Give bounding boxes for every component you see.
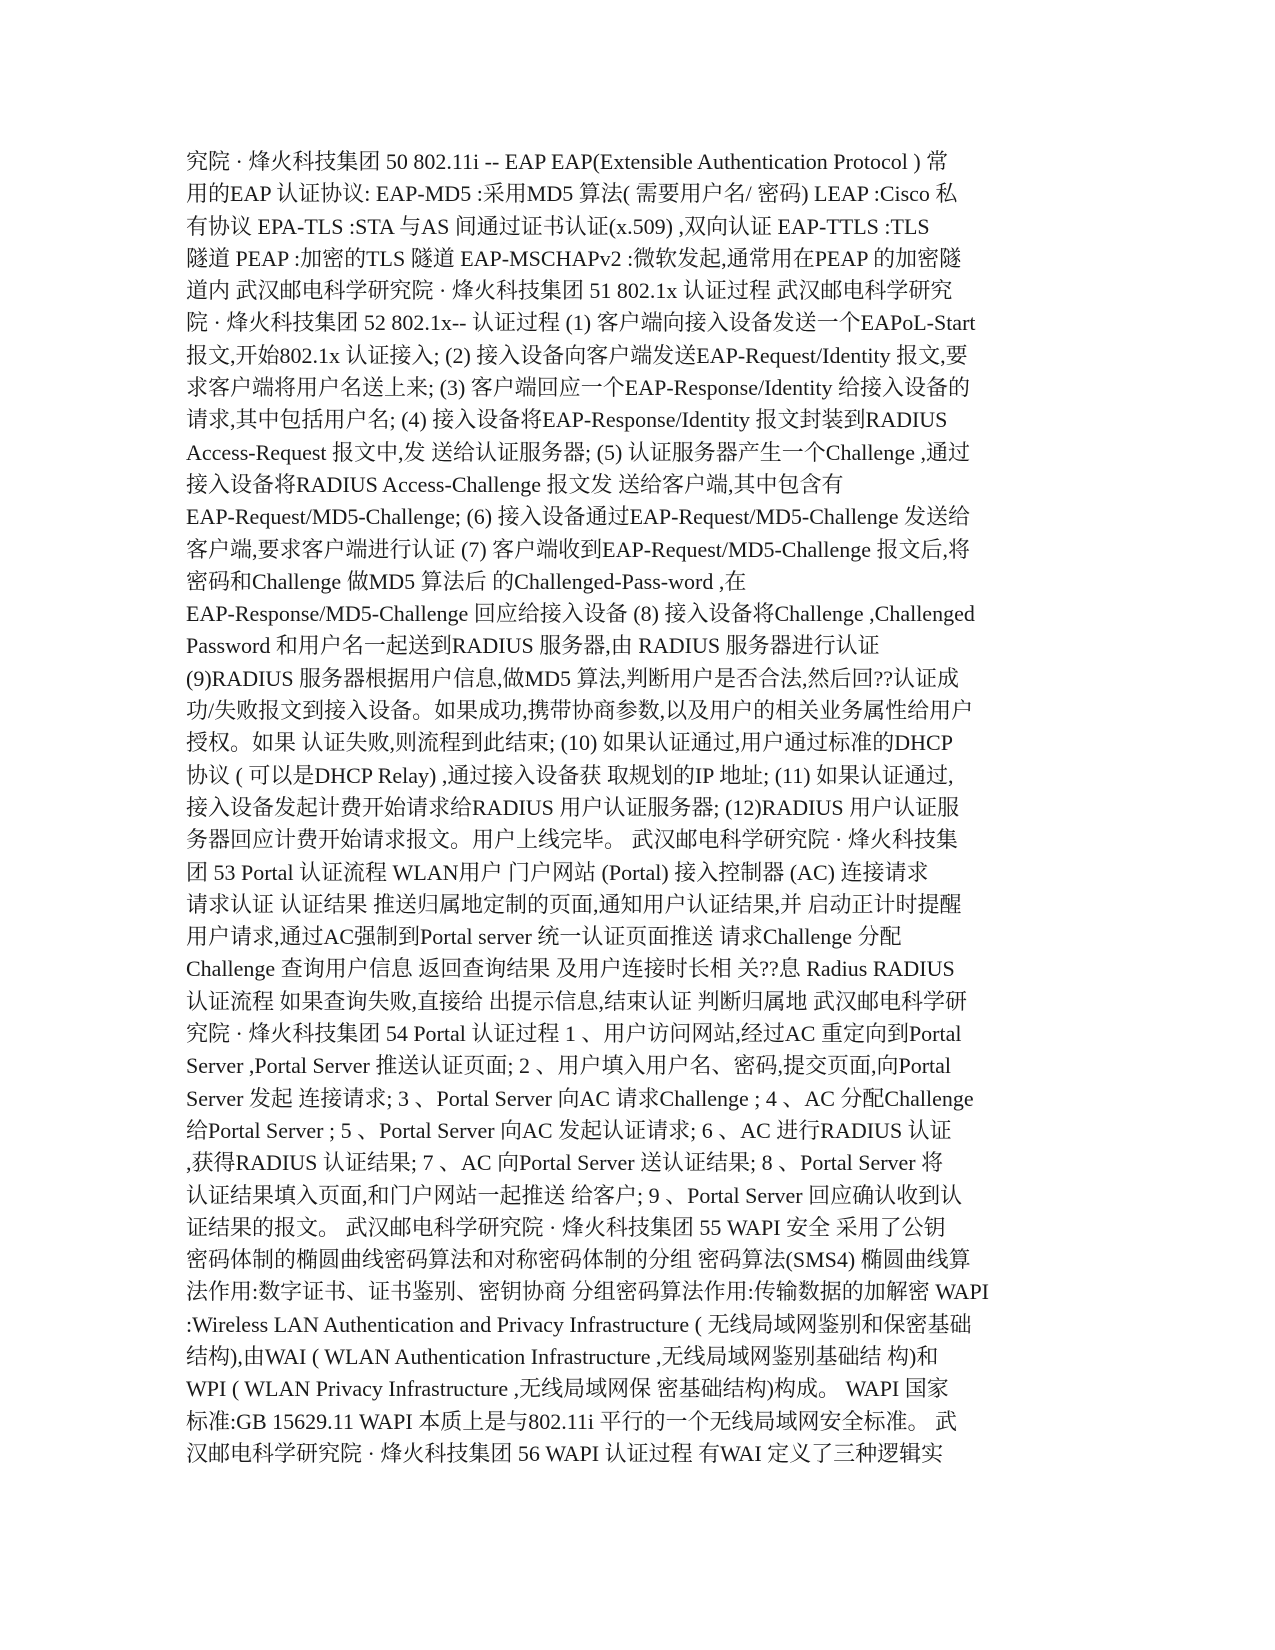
text-line: 道内 武汉邮电科学研究院 · 烽火科技集团 51 802.1x 认证过程 武汉邮电科学研究 [186,278,953,304]
text-line: 求客户端将用户名送上来; (3) 客户端回应一个EAP-Response/Identity 给接入设备的 [186,375,971,401]
text-line: 标准:GB 15629.11 WAPI 本质上是与802.11i 平行的一个无线局域网安全标准。 武 [186,1408,958,1434]
body-text [186,146,1116,1470]
text-line: EAP-Request/MD5-Challenge; (6) 接入设备通过EAP-Request/MD5-Challenge 发送给 [186,504,970,530]
text-line: 有协议 EPA-TLS :STA 与AS 间通过证书认证(x.509) ,双向认证 EAP-TTLS :TLS [186,213,930,239]
text-line: 报文,开始802.1x 认证接入; (2) 接入设备向客户端发送EAP-Request/Identity 报文,要 [186,342,968,368]
text-line: 团 53 Portal 认证流程 WLAN用户 门户网站 (Portal) 接入控制器 (AC) 连接请求 [186,859,929,885]
text-line: 协议 ( 可以是DHCP Relay) ,通过接入设备获 取规划的IP 地址; (11) 如果认证通过, [186,762,954,788]
text-line: (9)RADIUS 服务器根据用户信息,做MD5 算法,判断用户是否合法,然后回??认证成 [186,665,960,691]
text-line: 认证流程 如果查询失败,直接给 出提示信息,结束认证 判断归属地 武汉邮电科学研 [186,988,968,1014]
text-line: 接入设备将RADIUS Access-Challenge 报文发 送给客户端,其中包含有 [186,471,844,497]
text-line: 密码体制的椭圆曲线密码算法和对称密码体制的分组 密码算法(SMS4) 椭圆曲线算 [186,1247,971,1273]
text-line: Challenge 查询用户信息 返回查询结果 及用户连接时长相 关??息 Radius RADIUS [186,956,955,982]
text-line: ,获得RADIUS 认证结果; 7 、AC 向Portal Server 送认证结果; 8 、Portal Server 将 [186,1150,944,1176]
text-line: 法作用:数字证书、证书鉴别、密钥协商 分组密码算法作用:传输数据的加解密 WAPI [186,1279,990,1305]
text-line: Server 发起 连接请求; 3 、Portal Server 向AC 请求Challenge ; 4 、AC 分配Challenge [186,1085,974,1111]
text-line: 隧道 PEAP :加密的TLS 隧道 EAP-MSCHAPv2 :微软发起,通常用在PEAP 的加密隧 [186,245,962,271]
text-line: 院 · 烽火科技集团 52 802.1x-- 认证过程 (1) 客户端向接入设备发送一个EAPoL-Start [186,310,976,336]
text-line: 授权。如果 认证失败,则流程到此结束; (10) 如果认证通过,用户通过标准的DHCP [186,730,953,756]
text-line: 密码和Challenge 做MD5 算法后 的Challenged-Pass-word ,在 [186,568,747,594]
text-line: 给Portal Server ; 5 、Portal Server 向AC 发起认证请求; 6 、AC 进行RADIUS 认证 [186,1117,952,1143]
text-line: Server ,Portal Server 推送认证页面; 2 、用户填入用户名、密码,提交页面,向Portal [186,1053,952,1079]
text-line: 究院 · 烽火科技集团 50 802.11i -- EAP EAP(Extensible Authentication Protocol ) 常 [186,149,949,174]
text-line: 请求,其中包括用户名; (4) 接入设备将EAP-Response/Identity 报文封装到RADIUS [186,407,948,433]
text-line: 认证结果填入页面,和门户网站一起推送 给客户; 9 、Portal Server 回应确认收到认 [186,1182,963,1208]
text-line: Password 和用户名一起送到RADIUS 服务器,由 RADIUS 服务器进行认证 [186,633,880,659]
text-line: 客户端,要求客户端进行认证 (7) 客户端收到EAP-Request/MD5-Challenge 报文后,将 [186,536,970,562]
text-line: 结构),由WAI ( WLAN Authentication Infrastructure ,无线局域网鉴别基础结 构)和 [186,1343,939,1369]
text-line: 究院 · 烽火科技集团 54 Portal 认证过程 1 、用户访问网站,经过AC 重定向到Portal [186,1021,962,1047]
text-line: 用的EAP 认证协议: EAP-MD5 :采用MD5 算法( 需要用户名/ 密码) LEAP :Cisco 私 [186,181,958,207]
text-line: 证结果的报文。 武汉邮电科学研究院 · 烽火科技集团 55 WAPI 安全 采用了公钥 [186,1214,946,1240]
text-line: 用户请求,通过AC强制到Portal server 统一认证页面推送 请求Challenge 分配 [186,924,902,950]
text-line: 务器回应计费开始请求报文。用户上线完毕。 武汉邮电科学研究院 · 烽火科技集 [186,827,958,853]
text-line: 汉邮电科学研究院 · 烽火科技集团 56 WAPI 认证过程 有WAI 定义了三种逻辑实 [186,1440,944,1466]
text-line: WPI ( WLAN Privacy Infrastructure ,无线局域网保 密基础结构)构成。 WAPI 国家 [186,1376,949,1402]
text-line: Access-Request 报文中,发 送给认证服务器; (5) 认证服务器产生一个Challenge ,通过 [186,439,970,465]
text-line: 请求认证 认证结果 推送归属地定制的页面,通知用户认证结果,并 启动正计时提醒 [186,891,962,917]
text-line: :Wireless LAN Authentication and Privacy Infrastructure ( 无线局域网鉴别和保密基础 [186,1311,972,1337]
text-line: 功/失败报文到接入设备。如果成功,携带协商参数,以及用户的相关业务属性给用户 [186,698,974,724]
text-line: 接入设备发起计费开始请求给RADIUS 用户认证服务器; (12)RADIUS 用户认证服 [186,794,960,820]
text-line: EAP-Response/MD5-Challenge 回应给接入设备 (8) 接入设备将Challenge ,Challenged [186,601,975,627]
